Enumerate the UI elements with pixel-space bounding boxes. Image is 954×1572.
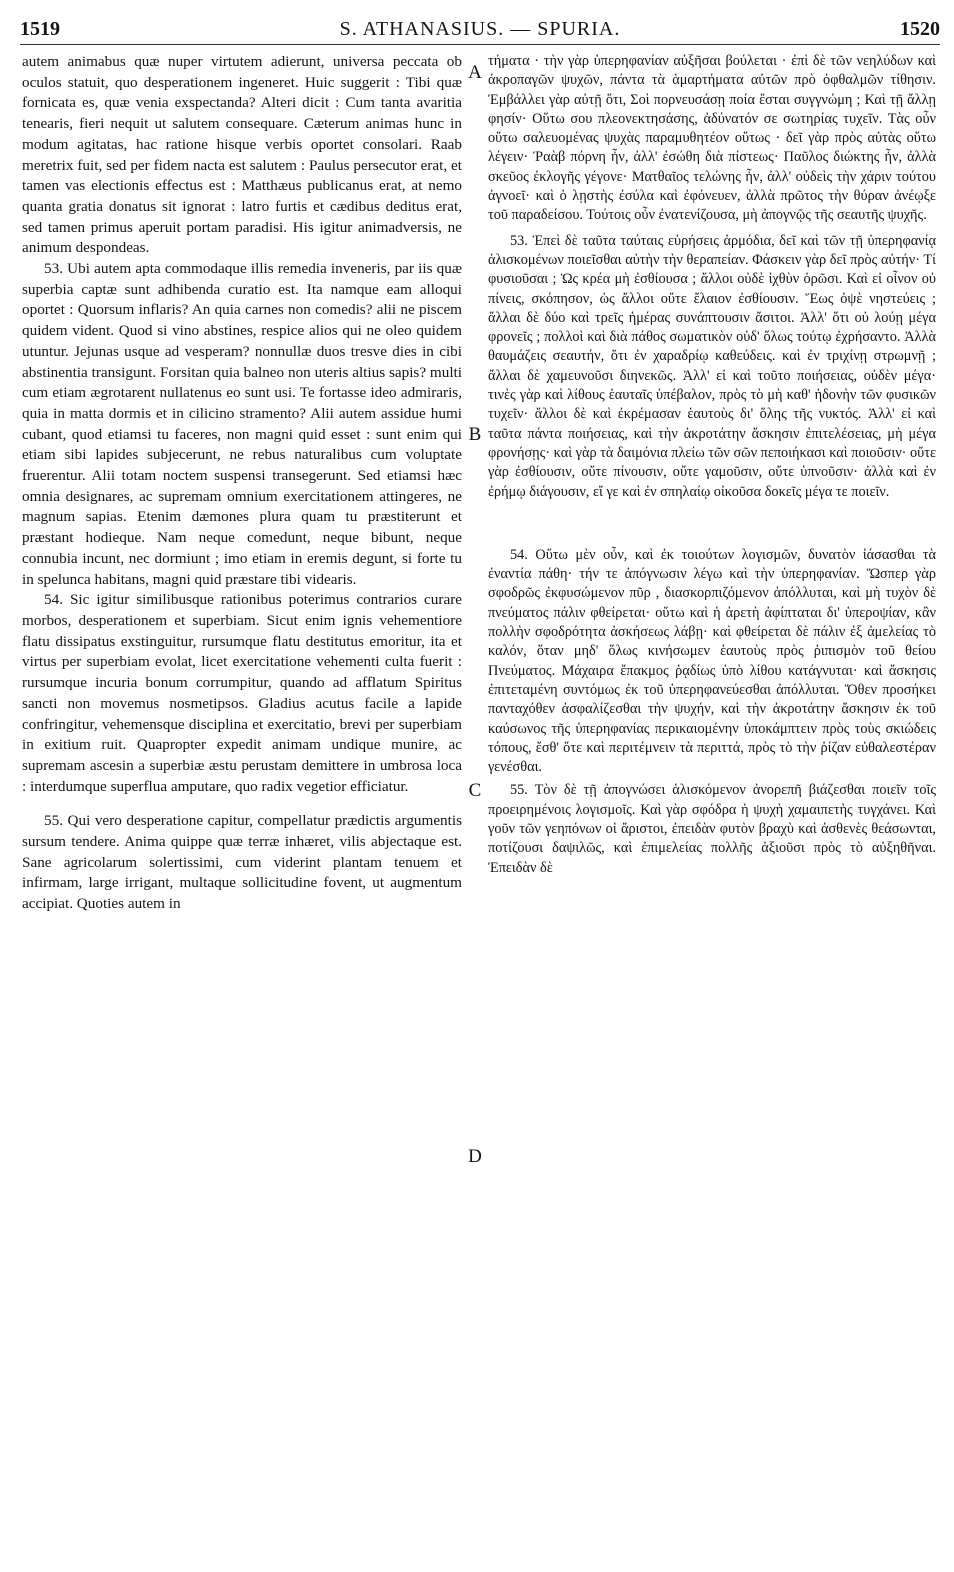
latin-section-53: 53. Ubi autem apta commodaque illis remedia inveneris, par iis quæ superbia captæ sunt adhibenda curatio est. Ita namque eam alloqui oportet : Quorsum inflaris? An quia carnes non comedis? alii ne piscem quidem vident. Quod si vino abstines, respice alios qui ne oleo quidem utuntur. Jejunas usque ad vesperam? nonnullæ duos tresve dies in cibi abstinentia transigunt. Forsitan quia balneo non uteris altius sapis? multi cum etiam ægrotarent nullatenus eo sunt usi. Te fortasse ideo admiraris, quia in matta dormis et in cilicino stramento? Alii autem assidue humi cubant, quod etiamsi tu faceres, non magni quid esset : sunt enim qui etiam sibi lapides subjecerunt, ne rebus naturalibus cum voluptate fruerentur. Alii totam noctem suspensi transegerunt. Sed etiamsi hæc omnia designares, ac supremam omnium exercitationem attingeres, ne magnum sapias. Etenim dæmones plura quam tu præstiterunt et præstant hodieque. Nam neque comedunt, neque bibunt, neque connubia incunt, nec dormiunt ; imo etiam in eremis degunt, si forte tu in spelunca habitans, magni quid præstare tibi videaris. [22,260,462,588]
margin-letter-b: B [468,424,482,445]
margin-letter-d: D [468,1146,482,1167]
greek-section-55: 55. Τὸν δὲ τῇ ἀπογνώσει ἁλισκόμενον ἀνορεπῆ βιάζεσθαι ποιεῖν τοῖς προειρημένοις λογισμοῖς. Καὶ γὰρ σφόδρα ἡ ψυχὴ χαμαιπετὴς τυγχάνει. Καὶ γοῦν τῶν γεηπόνων οἱ ἄριστοι, ἐπειδὰν φυτὸν βραχὺ καὶ ἀσθενὲς θεάσωνται, ποτίζουσι δαψιλῶς, καὶ ἐπιμελείας πολλῆς ἀξιοῦσι πρὸς τὸ αὐξηθῆναι. Ἐπειδὰν δὲ [488,782,936,876]
running-title: S. ATHANASIUS. — SPURIA. [339,18,621,40]
greek-section-53: 53. Ἐπεὶ δὲ ταῦτα ταύταις εὑρήσεις ἁρμόδια, δεῖ καὶ τῶν τῇ ὑπερηφανίᾳ ἁλισκομένων ποιεῖσθαι αὐτὴν τὴν θεραπείαν. Φάσκειν γὰρ δεῖ πρὸς αὐτήν· Τί φυσιοῦσαι ; Ὡς κρέα μὴ ἐσθίουσα ; ἄλλοι οὐδὲ ἰχθὺν ὁρῶσι. Καὶ εἰ οἶνον οὐ πίνεις, σκόπησον, ὡς ἄλλοι οὔτε ἔλαιον ἐσθίουσιν. Ἕως ὀψὲ νηστεύεις ; ἄλλαι δὲ δύο καὶ τρεῖς ἡμέρας συνάπτουσιν ἄσιτοι. Ἀλλ' ὅτι οὐ λούῃ μέγα φρονεῖς ; πολλοὶ καὶ διὰ πάθος σωματικὸν οὐδ' ὅλως τούτῳ ἐχρήσαντο. Ἀλλὰ θαυμάζεις σεαυτήν, ὅτι ἐν χαραδρίῳ καθεύδεις. καὶ ἐν τριχίνῃ στρωμνῇ ; ἄλλαι δὲ χαμευνοῦσι διηνεκῶς. Ἀλλ' εἰ καὶ τοῦτο ποιήσειας, οὐδὲν μέγα· τινὲς γὰρ καὶ λίθους ἑαυταῖς ὑπέβαλον, πρὸς τὸ μὴ καθ' ἡδονὴν τῶν φυσικῶν τυχεῖν· ἄλλοι δὲ καὶ ἐκρέμασαν ἑαυτοὺς δι' ὅλης τῆς νυκτός. Ἀλλ' εἰ καὶ ταῦτα πάντα ποιήσειας, καὶ τὴν ἀκροτάτην ἄσκησιν ἐπιτελέσειας, μὴ μέγα φρονήσῃς· καὶ γὰρ τὰ δαιμόνια πλείω τῶν σῶν πεποιήκασι καὶ ποιοῦσιν· οὔτε γὰρ ἐσθίουσιν, οὔτε πίνουσιν, οὔτε γαμοῦσιν, οὔτε ὑπνοῦσιν· ἀλλὰ καὶ ἐν ἐρήμῳ διάγουσιν, εἴ γε καὶ ἐν σπηλαίῳ οἰκοῦσα δοκεῖς μέγα τε ποιεῖν. [488,232,936,500]
greek-column [488,52,936,1560]
greek-paragraph-continued: τήματα · τὴν γὰρ ὑπερηφανίαν αὐξῆσαι βούλεται · ἐπὶ δὲ τῶν νεηλύδων καὶ ἀκροπαγῶν ψυχῶν, πάντα τὰ ἁμαρτήματα αὐτῶν πρὸ ὀφθαλμῶν τίθησιν. Ἐμβάλλει γὰρ αὐτῇ ὅτι, Σοὶ πορνευσάσῃ ποία ἔσται συγγνώμη ; Καὶ τῇ ἄλλῃ φησίν· Οὕτω σου πλεονεκτησάσης, ἀδύνατόν σε σωτηρίας τυχεῖν. Τὰς οὖν οὕτω σαλευομένας ψυχὰς παραμυθητέον οὕτως · δεῖ γὰρ πρὸς αὐτὰς οὕτω λέγειν· Ῥαὰβ πόρνη ἦν, ἀλλ' ἐσώθη διὰ πίστεως· Παῦλος διώκτης ἦν, ἀλλὰ σκεῦος ἐκλογῆς γέγονε· Ματθαῖος τελώνης ἦν, ἀλλ' οὐδεὶς τὴν χάριν τούτου ἀγνοεῖ· καὶ ὁ λῃστὴς ἐσύλα καὶ ἐφόνευεν, ἀλλὰ πρῶτος τὴν θύραν ἀνέῳξε τοῦ παραδείσου. Τούτοις οὖν ἐνατενίζουσα, μὴ ἀπογνῷς τῆς σεαυτῆς ψυχῆς. [488,53,936,224]
latin-paragraph-continued: autem animabus quæ nuper virtutem adierunt, universa peccata ob oculos statuit, quo desperationem ingeneret. Huic suggerit : Tibi quæ fornicata es, quæ venia exspectanda? Alteri dicit : Cum tanta avaritia tenearis, fieri nequit ut salutem consequare. Cæterum animas hunc in modum agitatas, hac ratione hisque verbis oportet consolari. Raab meretrix fuit, sed per fidem nacta est salutem : Paulus persecutor erat, et tamen vas electionis effectus est : Matthæus publicanus erat, at nemo quanta gratia donatus sit ignorat : latro furtis et cædibus deditus erat, sed tamen primus aperuit portam paradisi. His igitur animadversis, ne animum despondeas. [22,53,462,257]
page-header [20,14,940,45]
greek-section-54: 54. Οὕτω μὲν οὖν, καὶ ἐκ τοιούτων λογισμῶν, δυνατὸν ἰάσασθαι τὰ ἐναντία πάθη· τήν τε ἀπόγνωσιν λέγω καὶ τὴν ὑπερηφανίαν. Ὥσπερ γὰρ σφοδρῶς ἐκφυσώμενον πῦρ , διασκορπιζόμενον ἀπόλλυται, καὶ μὴ τυχὸν δὲ πνεύματος πάλιν φθείρεται· οὕτω καὶ ἡ ἀρετὴ ἀφίπταται δι' ὑπεροψίαν, κἂν πολλὴν σφοδρότητα ἀσκήσεως λάβῃ· καὶ φθείρεται δὲ πάλιν ἐξ ἀμελείας τὸ καλόν, ὅταν μηδ' ὅλως κινήσωμεν ἑαυτοὺς πρὸς ῥιπισμὸν τοῦ θείου Πνεύματος. Μάχαιρα ἔπακμος ῥᾳδίως ὑπὸ λίθου κατάγνυται· καὶ ἄσκησις ἐπιτεταμένη συντόμως ἐκ τοῦ ὑπερηφανεύεσθαι ἀπόλλυται. Ὅθεν προσήκει πανταχόθεν ἀσφαλίζεσθαι τὴν ψυχήν, καὶ τὴν ἀκροτάτην ἄσκησιν ἐκ τοῦ καύσωνος τῆς ὑπερηφανίας περικαιομένην ὑποκάμπτειν πρὸς τοὺς σκιώδεις τόπους, ἔσθ' ὅτε καὶ περιτέμνειν τὰ περιττά, πρὸς τὸ τὴν ῥίζαν εὐθαλεστέραν γενέσθαι. [488,546,936,776]
latin-column [22,52,462,1560]
margin-letter-a: A [468,62,482,83]
page-number-right: 1520 [900,18,940,40]
latin-section-54: 54. Sic igitur similibusque rationibus poterimus contrarios curare morbos, desperationem et superbiam. Sicut enim ignis vehementiore flatu dissipatus exstinguitur, rursumque flatu destitutus emoritur, ita et virtus per superbiam evolat, licet exercitatione vehementi culta fuerit : rursumque incuria bonum corrumpitur, quando ad afflatum Spiritus sancti non movemus nosmetipsos. Gladius acutus facile a lapide confringitur, vehemensque disciplina et exercitatio, brevi per superbiam in exitium ruit. Quapropter expedit animam undique munire, ac supremam ascesin a superbiæ æstu perustam demittere in umbrosa loca : interdumque superflua amputare, quo radix vegetior efficiatur. [22,591,462,795]
margin-letter-c: C [468,780,482,801]
latin-section-55: 55. Qui vero desperatione capitur, compellatur prædictis argumentis sursum tendere. Anima quippe quæ terræ inhæret, vilis abjectaque est. Sane agricolarum solertissimi, cum viderint plantam tenuem et infirmam, large irrigant, multaque sollicitudine fovent, ut augmentum accipiat. Quoties autem in [22,812,462,913]
page-number-left: 1519 [20,18,60,40]
